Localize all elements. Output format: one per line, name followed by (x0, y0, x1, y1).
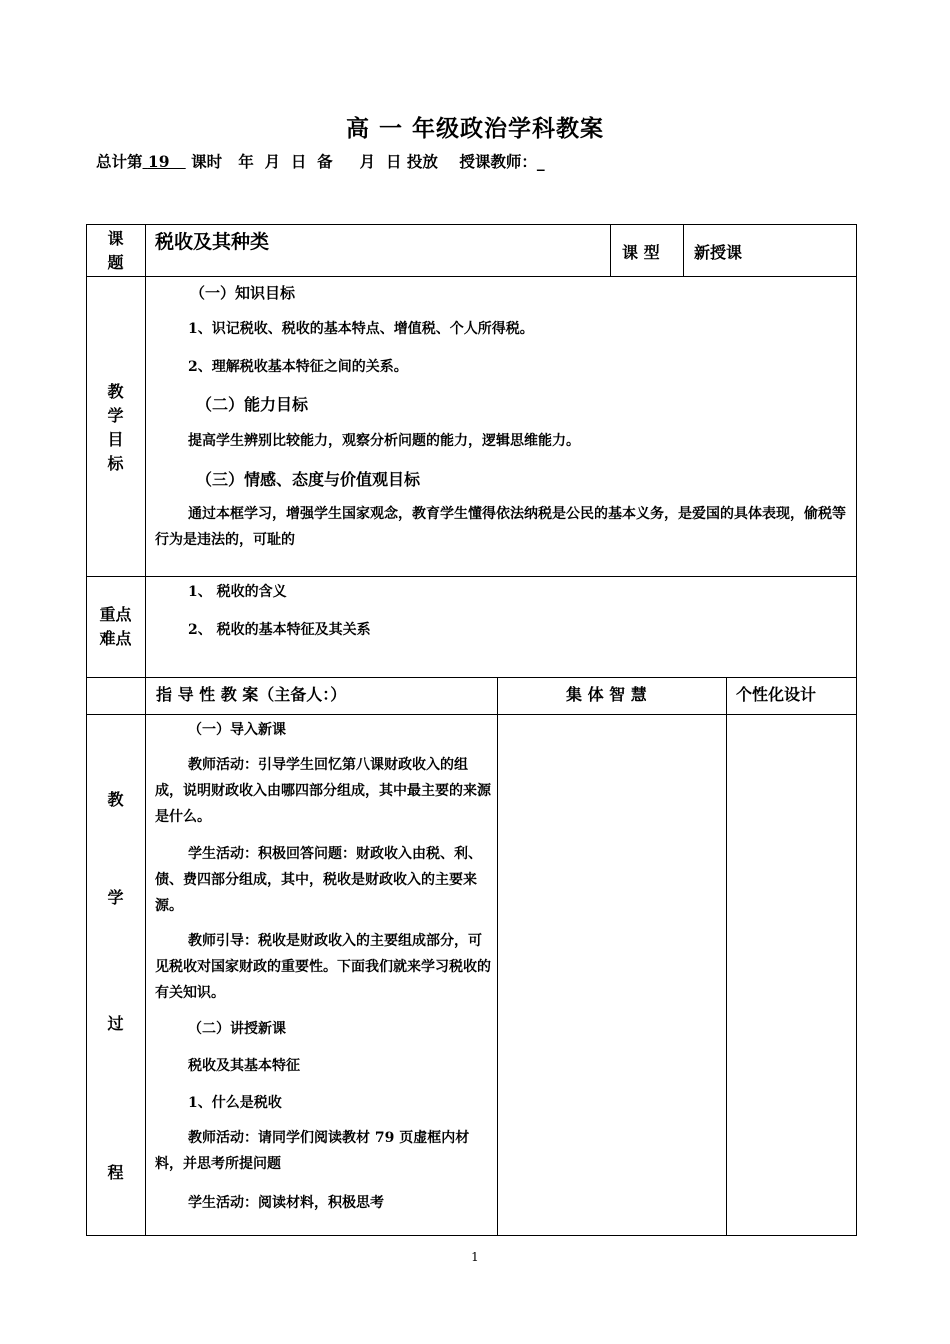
lesson-number: 19 (147, 152, 170, 171)
collective-wisdom-header: 集 体 智 慧 (566, 685, 647, 704)
lesson-info-line (96, 150, 545, 172)
key-points-label: 重点 难点 (99, 605, 132, 648)
personal-design-header: 个性化设计 (736, 685, 817, 704)
guide-plan-header: 指 导 性 教 案（主备人：） (156, 685, 347, 704)
objective-item-3: 提高学生辨别比较能力，观察分析问题的能力，逻辑思维能力。 (188, 433, 580, 449)
process-label-char-3: 过 (107, 1014, 124, 1033)
process-teacher-activity-1: 教师活动：引导学生回忆第八课财政收入的组成，说明财政收入由哪四部分组成，其中最主要的来源是什么。 (155, 757, 491, 825)
topic-col-divider-2 (683, 224, 684, 276)
row-divider-1 (86, 276, 857, 277)
page-number: 1 (471, 1250, 479, 1264)
process-label-char-1: 教 (107, 790, 124, 809)
topic-col-divider-1 (610, 224, 611, 276)
key-point-1: 1、 税收的含义 (188, 584, 287, 600)
topic-label: 课 题 (107, 229, 124, 272)
row-divider-4 (86, 714, 857, 715)
process-label-char-4: 程 (107, 1163, 124, 1182)
objective-heading-emotion: （三）情感、态度与价值观目标 (196, 470, 421, 489)
row-divider-3 (86, 677, 857, 678)
process-student-activity-2: 学生活动：阅读材料，积极思考 (188, 1195, 384, 1211)
lesson-type-value: 新授课 (694, 243, 743, 262)
process-teacher-guide: 教师引导：税收是财政收入的主要组成部分，可见税收对国家财政的重要性。下面我们就来学习税收的有关知识。 (155, 933, 491, 1001)
objectives-label: 教 学 目 标 (107, 382, 124, 473)
document-title: 高 一 年级政治学科教案 (345, 115, 604, 142)
process-teacher-activity-2: 教师活动：请同学们阅读教材 79 页虚框内材料，并思考所提问题 (155, 1130, 470, 1172)
lesson-type-label: 课 型 (622, 243, 660, 262)
objective-item-1: 1、识记税收、税收的基本特点、增值税、个人所得税。 (188, 321, 534, 337)
process-new-lesson-heading: （二）讲授新课 (188, 1021, 286, 1037)
process-subtopic: 税收及其基本特征 (188, 1058, 300, 1074)
process-student-activity-1: 学生活动：积极回答问题：财政收入由税、利、债、费四部分组成，其中，税收是财政收入的主要来源。 (155, 846, 482, 914)
objective-heading-ability: （二）能力目标 (196, 395, 309, 414)
objective-item-4: 通过本框学习，增强学生国家观念，教育学生懂得依法纳税是公民的基本义务，是爱国的具体表现，偷税等行为是违法的，可耻的 (155, 506, 846, 548)
total-prefix: 总计第 (96, 152, 143, 171)
objective-item-2: 2、理解税收基本特征之间的关系。 (188, 359, 408, 375)
key-point-2: 2、 税收的基本特征及其关系 (188, 622, 371, 638)
lesson-info-rest: 课时 年 月 日 备 月 日 投放 授课教师：_ (191, 152, 545, 171)
process-label-char-2: 学 (107, 888, 124, 907)
topic-title: 税收及其种类 (155, 231, 270, 253)
process-col-divider-2 (726, 677, 727, 1236)
col-divider-left (145, 224, 146, 1236)
objective-heading-knowledge: （一）知识目标 (190, 284, 296, 302)
process-question-1: 1、什么是税收 (188, 1095, 282, 1111)
process-col-divider-1 (497, 677, 498, 1236)
process-intro-heading: （一）导入新课 (188, 722, 286, 738)
row-divider-2 (86, 576, 857, 577)
